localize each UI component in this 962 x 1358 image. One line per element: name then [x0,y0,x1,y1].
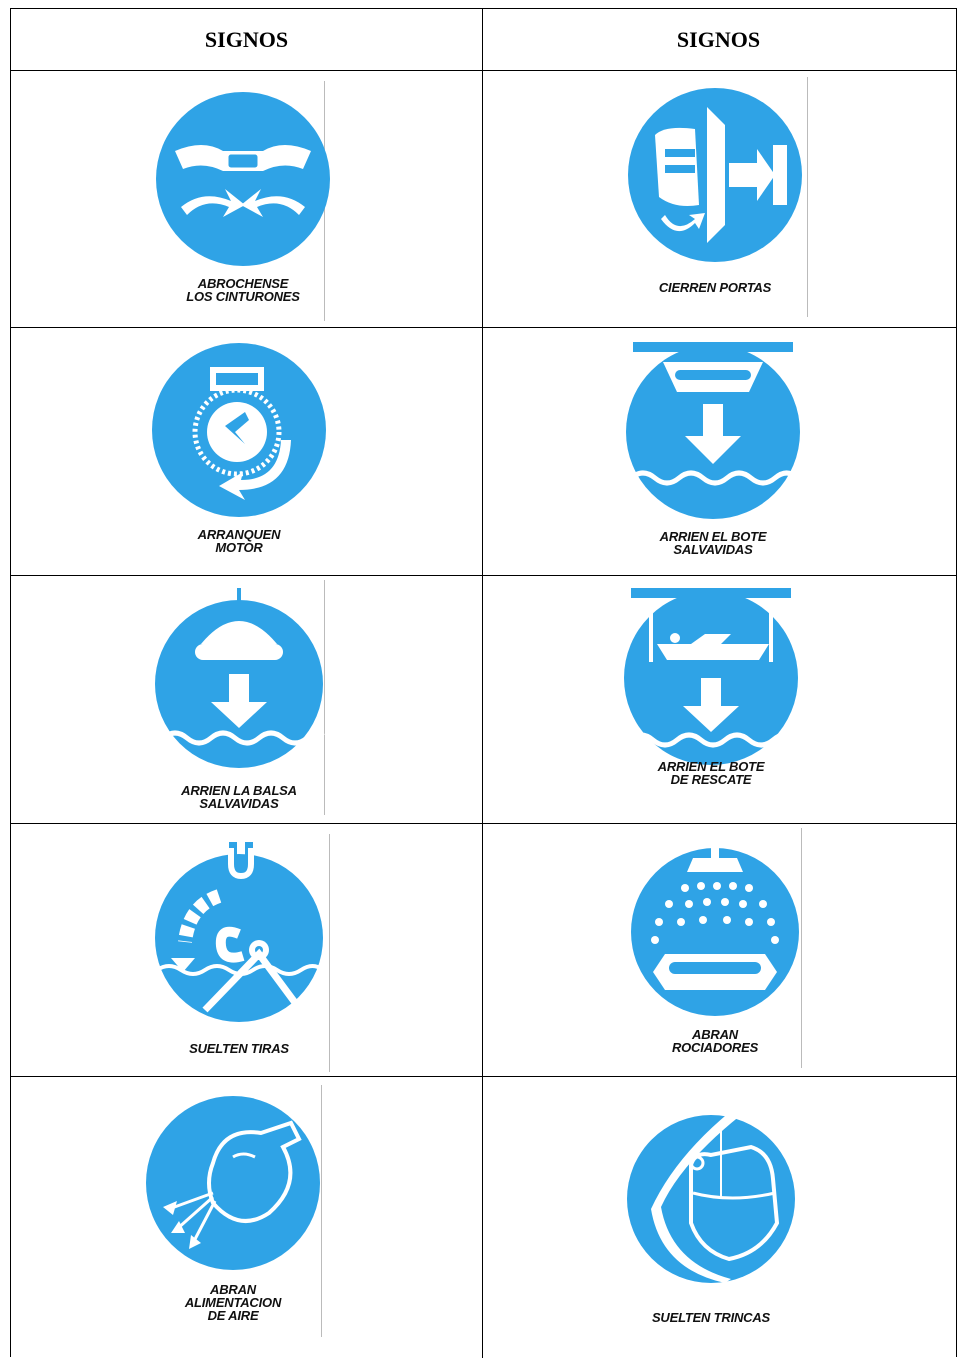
table-row [11,71,956,328]
start-motor-icon [149,340,329,520]
column-divider [482,328,483,575]
table-row [11,328,956,576]
caption-line: ARRIEN LA BALSA [181,783,297,798]
sign-start-motor [139,332,339,572]
sign-release-gripes [611,1095,811,1335]
header-cell-left: SIGNOS [204,26,289,52]
fasten-seatbelts-icon [153,89,333,269]
caption-line: MOTOR [215,540,263,555]
caption-line: SUELTEN TRINCAS [651,1310,771,1325]
caption-line: DE AIRE [207,1308,259,1323]
sign-caption [611,1311,811,1324]
sign-caption [615,281,815,294]
release-falls-icon [149,842,329,1022]
sign-close-hatches [615,77,815,317]
caption-line: ARRIEN EL BOTE [657,759,765,774]
table-row [11,824,956,1077]
caption-line: ABROCHENSE [197,276,289,291]
column-divider [482,71,483,327]
column-divider [482,576,483,823]
lower-lifeboat-icon [623,342,803,522]
table-row [11,576,956,824]
caption-line: ROCIADORES [671,1040,759,1055]
column-divider [482,9,483,70]
column-divider [482,1077,483,1358]
caption-line: ABRAN [692,1027,738,1042]
lower-rescue-boat-icon [621,588,801,768]
caption-line: SALVAVIDAS [199,796,279,811]
sign-lower-liferaft [139,580,339,820]
open-air-supply-icon [143,1093,323,1273]
sign-fasten-seatbelts [143,81,343,321]
sign-caption [143,277,343,303]
sign-lower-rescue-boat [611,580,811,820]
sign-caption [615,1028,815,1054]
sign-caption [139,1042,339,1055]
caption-line: SALVAVIDAS [673,542,753,557]
release-gripes-icon [621,1103,801,1283]
sign-caption [139,784,339,810]
sign-caption [613,530,813,556]
open-sprinklers-icon [625,836,805,1016]
caption-line: ALIMENTACION [184,1295,282,1310]
caption-line: DE RESCATE [670,772,752,787]
sign-caption [611,760,811,786]
close-hatches-icon [625,85,805,265]
sign-caption [139,528,339,554]
caption-line: ABRAN [210,1282,256,1297]
caption-line: ARRIEN EL BOTE [659,529,767,544]
caption-line: ARRANQUEN [197,527,281,542]
sign-open-air-supply [133,1085,333,1325]
sign-caption [133,1283,333,1322]
caption-line: CIERREN PORTAS [658,280,772,295]
sign-open-sprinklers [615,828,815,1068]
lower-liferaft-icon [149,588,329,768]
column-divider [482,824,483,1076]
scan-edge-line [329,834,330,1072]
header-cell-right: SIGNOS [676,26,761,52]
table-header-row [11,9,956,71]
caption-line: LOS CINTURONES [186,289,300,304]
sign-lower-lifeboat [613,334,813,574]
sign-release-falls [139,834,339,1074]
signs-table [10,8,957,1357]
caption-line: SUELTEN TIRAS [189,1041,289,1056]
table-row [11,1077,956,1358]
